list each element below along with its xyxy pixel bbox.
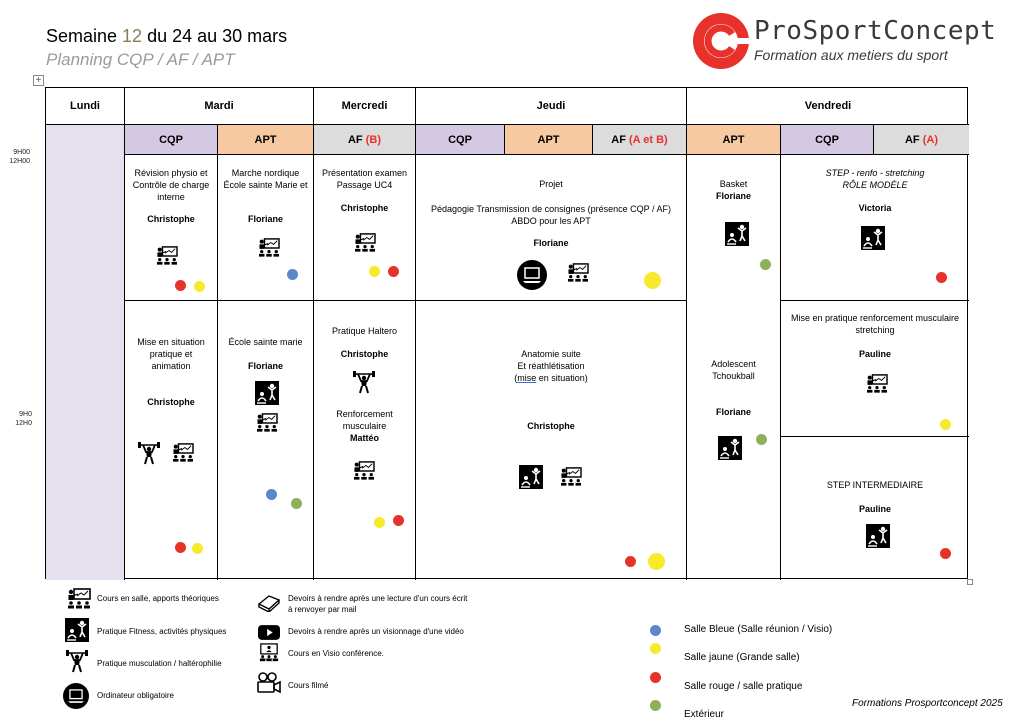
slot-text: Anatomie suite	[521, 349, 581, 359]
room-red-dot	[393, 515, 404, 526]
time-morning: 9H00 12H00	[9, 149, 30, 165]
slot-text: Marche nordique	[231, 168, 300, 178]
room-red-dot	[388, 266, 399, 277]
trainer-name: Floriane	[715, 191, 751, 201]
legend-salle-jaune: Salle jaune (Grande salle)	[684, 652, 800, 663]
slot-text: École sainte marie	[228, 337, 303, 347]
fitness-icon	[718, 436, 742, 460]
classroom-icon	[354, 233, 376, 253]
slot-mardi-cqp-pm	[125, 301, 218, 580]
group-jeudi-apt: APT	[505, 125, 593, 155]
slot-text: Pratique Haltero	[331, 326, 398, 336]
day-lundi: Lundi	[46, 88, 125, 125]
group-mardi-apt: APT	[218, 125, 314, 155]
slot-text: Projet	[539, 179, 563, 189]
slot-vendredi-pm2	[781, 437, 969, 580]
trainer-name: Pauline	[858, 349, 891, 359]
trainer-name: Christophe	[340, 203, 389, 213]
schedule-table	[45, 87, 968, 579]
slot-text: Contrôle de charge	[132, 180, 210, 190]
room-yellow-dot	[369, 266, 380, 277]
slot-mardi-apt-pm	[218, 301, 314, 580]
day-jeudi: Jeudi	[416, 88, 687, 125]
group-vendredi-af: AF (A)	[874, 125, 969, 155]
logo-tagline: Formation aux metiers du sport	[754, 47, 948, 63]
weightlifting-icon	[65, 649, 89, 673]
visio-icon	[258, 643, 280, 663]
trainer-name: Christophe	[340, 349, 389, 359]
legend-devoirs-lecture: Devoirs à rendre après une lecture d'un cours écrit à renvoyer par mail	[288, 594, 468, 614]
slot-text: musculaire	[342, 421, 387, 431]
room-red-dot	[175, 280, 186, 291]
legend-red-dot	[650, 672, 661, 683]
trainer-name: Victoria	[858, 203, 892, 213]
slot-mercredi-am	[314, 155, 416, 301]
slot-vendredi-pm1	[781, 301, 969, 437]
trainer-name: Floriane	[533, 238, 569, 248]
room-red-dot	[936, 272, 947, 283]
video-play-icon	[258, 625, 280, 640]
fitness-icon	[519, 465, 543, 489]
computer-icon	[517, 260, 547, 290]
trainer-name: Christophe	[147, 214, 195, 224]
slot-text: Et réathlétisation	[517, 361, 585, 371]
classroom-icon	[156, 246, 178, 266]
slot-text: RÔLE MODÈLE	[842, 180, 908, 190]
logo-icon	[692, 12, 750, 70]
classroom-icon	[866, 374, 888, 394]
slot-text: ABDO pour les APT	[511, 216, 591, 226]
trainer-name: Christophe	[147, 397, 195, 407]
slot-text: Mise en situation	[137, 337, 205, 347]
slot-jeudi-pm	[416, 301, 687, 580]
fitness-icon	[255, 381, 279, 405]
legend-cours-salle: Cours en salle, apports théoriques	[97, 594, 219, 603]
slot-text: (mise en situation)	[514, 373, 588, 383]
legend-visio: Cours en Visio conférence.	[288, 649, 384, 658]
classroom-icon	[258, 238, 280, 258]
slot-text: Pédagogie Transmission de consignes (présence CQP / AF)	[431, 204, 671, 214]
legend-ordinateur: Ordinateur obligatoire	[97, 691, 174, 700]
room-green-dot	[291, 498, 302, 509]
week-number: 12	[122, 26, 143, 46]
day-vendredi: Vendredi	[687, 88, 969, 125]
slot-text: Basket	[719, 179, 748, 189]
classroom-icon	[67, 588, 91, 610]
legend-salle-rouge: Salle rouge / salle pratique	[684, 681, 803, 692]
trainer-name: Floriane	[715, 407, 751, 417]
page-title: Semaine 12 du 24 au 30 mars	[46, 26, 288, 46]
footer-text: Formations Prosportconcept 2025	[852, 698, 1003, 709]
room-blue-dot	[266, 489, 277, 500]
slot-text: Présentation examen	[321, 168, 408, 178]
slot-mercredi-pm	[314, 301, 416, 580]
room-yellow-dot	[194, 281, 205, 292]
logo-name: ProSportConcept	[754, 16, 997, 46]
table-move-handle[interactable]: +	[33, 75, 44, 86]
fitness-icon	[861, 226, 885, 250]
time-afternoon: 9H0 12H0	[15, 411, 32, 427]
legend-yellow-dot	[650, 643, 661, 654]
legend-filme: Cours filmé	[288, 681, 329, 690]
fitness-icon	[866, 524, 890, 548]
fitness-icon	[725, 222, 749, 246]
weightlifting-icon	[137, 441, 161, 465]
slot-text: Révision physio et	[134, 168, 208, 178]
slot-text: Mise en pratique renforcement musculaire	[790, 313, 960, 323]
slot-mardi-apt-am	[218, 155, 314, 301]
slot-vendredi-cqp-am	[781, 155, 969, 301]
legend-devoirs-video: Devoirs à rendre après un visionnage d'une vidéo	[288, 627, 464, 636]
slot-text: École sainte Marie et	[223, 180, 308, 190]
slot-text: STEP - renfo - stretching	[825, 168, 925, 178]
slot-text: STEP INTERMEDIAIRE	[826, 480, 924, 490]
group-vendredi-cqp: CQP	[781, 125, 874, 155]
slot-text: Renforcement	[336, 409, 393, 419]
trainer-name: Floriane	[247, 214, 283, 224]
page-subtitle: Planning CQP / AF / APT	[46, 50, 235, 69]
legend-fitness: Pratique Fitness, activités physiques	[97, 627, 227, 636]
trainer-name: Mattéo	[350, 433, 379, 443]
computer-icon	[63, 683, 89, 709]
room-green-dot	[756, 434, 767, 445]
legend-exterieur: Extérieur	[684, 709, 725, 720]
classroom-icon	[353, 461, 375, 481]
room-red-dot	[940, 548, 951, 559]
legend-green-dot	[650, 700, 661, 711]
slot-text: stretching	[855, 325, 895, 335]
slot-jeudi-am	[416, 155, 687, 301]
room-blue-dot	[287, 269, 298, 280]
room-yellow-dot	[644, 272, 661, 289]
slot-text: interne	[157, 192, 185, 202]
classroom-icon	[256, 413, 278, 433]
group-mardi-cqp: CQP	[125, 125, 218, 155]
room-yellow-dot	[374, 517, 385, 528]
legend-salle-bleue: Salle Bleue (Salle réunion / Visio)	[684, 624, 833, 635]
room-red-dot	[175, 542, 186, 553]
group-jeudi-af: AF (A et B)	[593, 125, 687, 155]
slot-vendredi-apt	[687, 155, 781, 580]
camera-icon	[256, 672, 282, 694]
group-mercredi-af: AF (B)	[314, 125, 416, 155]
group-vendredi-apt: APT	[687, 125, 781, 155]
fitness-icon	[65, 618, 89, 642]
day-mercredi: Mercredi	[314, 88, 416, 125]
lundi-empty-column	[46, 125, 125, 580]
trainer-name: Floriane	[247, 361, 283, 371]
slot-text: Tchoukball	[712, 371, 755, 381]
room-green-dot	[760, 259, 771, 270]
weightlifting-icon	[352, 370, 376, 394]
room-yellow-dot	[940, 419, 951, 430]
day-mardi: Mardi	[125, 88, 314, 125]
classroom-icon	[560, 467, 582, 487]
logo	[692, 12, 997, 72]
classroom-icon	[567, 263, 589, 283]
slot-text: Adolescent	[711, 359, 756, 369]
group-jeudi-cqp: CQP	[416, 125, 505, 155]
legend-musculation: Pratique musculation / haltérophilie	[97, 659, 222, 668]
trainer-name: Christophe	[527, 421, 575, 431]
room-yellow-dot	[192, 543, 203, 554]
legend-blue-dot	[650, 625, 661, 636]
slot-text: pratique et animation	[149, 349, 193, 371]
slot-text: Passage UC4	[336, 180, 393, 190]
classroom-icon	[172, 443, 194, 463]
book-icon	[257, 592, 281, 612]
room-red-dot	[625, 556, 636, 567]
room-yellow-dot	[648, 553, 665, 570]
slot-mardi-cqp-am	[125, 155, 218, 301]
trainer-name: Pauline	[858, 504, 891, 514]
